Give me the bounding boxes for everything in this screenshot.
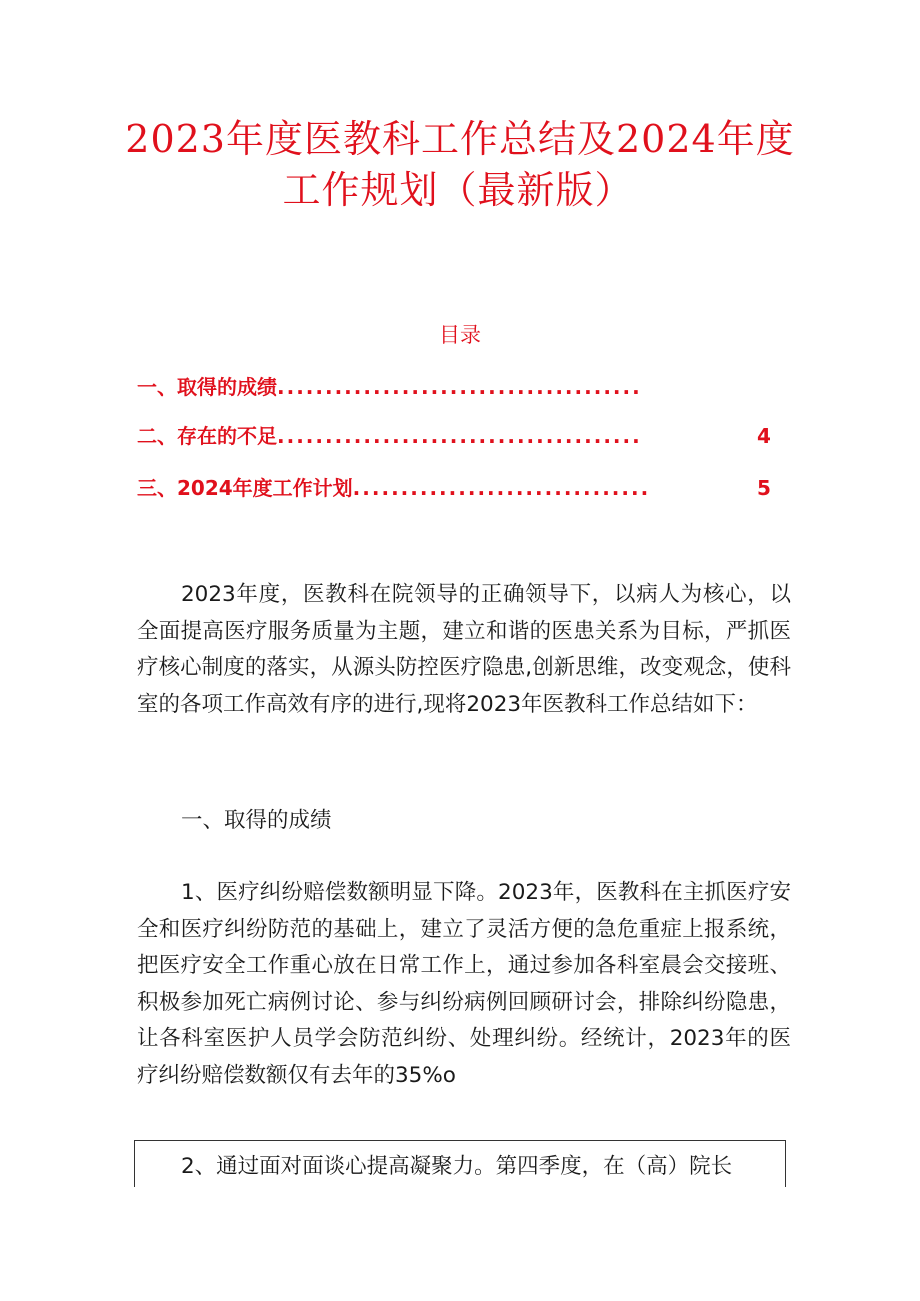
toc-entry-label: 二、存在的不足 [137, 424, 277, 448]
document-title-line1: 2023年度医教科工作总结及2024年度 [125, 117, 795, 161]
section-heading-achievements: 一、取得的成绩 [181, 808, 332, 833]
achievement-item-2: 2、通过面对面谈心提高凝聚力。第四季度，在（高）院长 [181, 1154, 733, 1179]
toc-entry-2024-plan[interactable] [137, 473, 650, 503]
toc-leader-dots: ...................................... [277, 424, 642, 448]
document-title-line2: 工作规划（最新版） [282, 168, 634, 212]
toc-heading: 目录 [439, 323, 481, 347]
toc-leader-dots: ...................................... [277, 375, 642, 399]
toc-entry-label: 一、取得的成绩 [137, 375, 277, 399]
toc-leader-dots: ............................... [352, 476, 651, 500]
achievement-item-1: 1、医疗纠纷赔偿数额明显下降。2023年，医教科在主抓医疗安全和医疗纠纷防范的基础上，建立了灵活方便的急危重症上报系统，把医疗安全工作重心放在日常工作上，通过参加各科室晨会交接班、积极参加死亡病例讨论、参与纠纷病例回顾研讨会，排除纠纷隐患，让各科室医护人员学会防范纠纷、处理纠纷。经统计，2023年的医疗纠纷赔偿数额仅有去年的35%o [137, 880, 791, 1088]
toc-page-number: 5 [757, 476, 771, 500]
intro-paragraph: 2023年度，医教科在院领导的正确领导下，以病人为核心，以全面提高医疗服务质量为主题，建立和谐的医患关系为目标，严抓医疗核心制度的落实，从源头防控医疗隐患,创新思维，改变观念，使科室的各项工作高效有序的进行,现将2023年医教科工作总结如下： [137, 582, 791, 717]
toc-page-number: 4 [757, 424, 771, 448]
toc-entry-achievements[interactable] [137, 372, 642, 402]
toc-entry-label: 三、2024年度工作计划 [137, 476, 353, 500]
toc-entry-shortcomings[interactable] [137, 421, 642, 451]
